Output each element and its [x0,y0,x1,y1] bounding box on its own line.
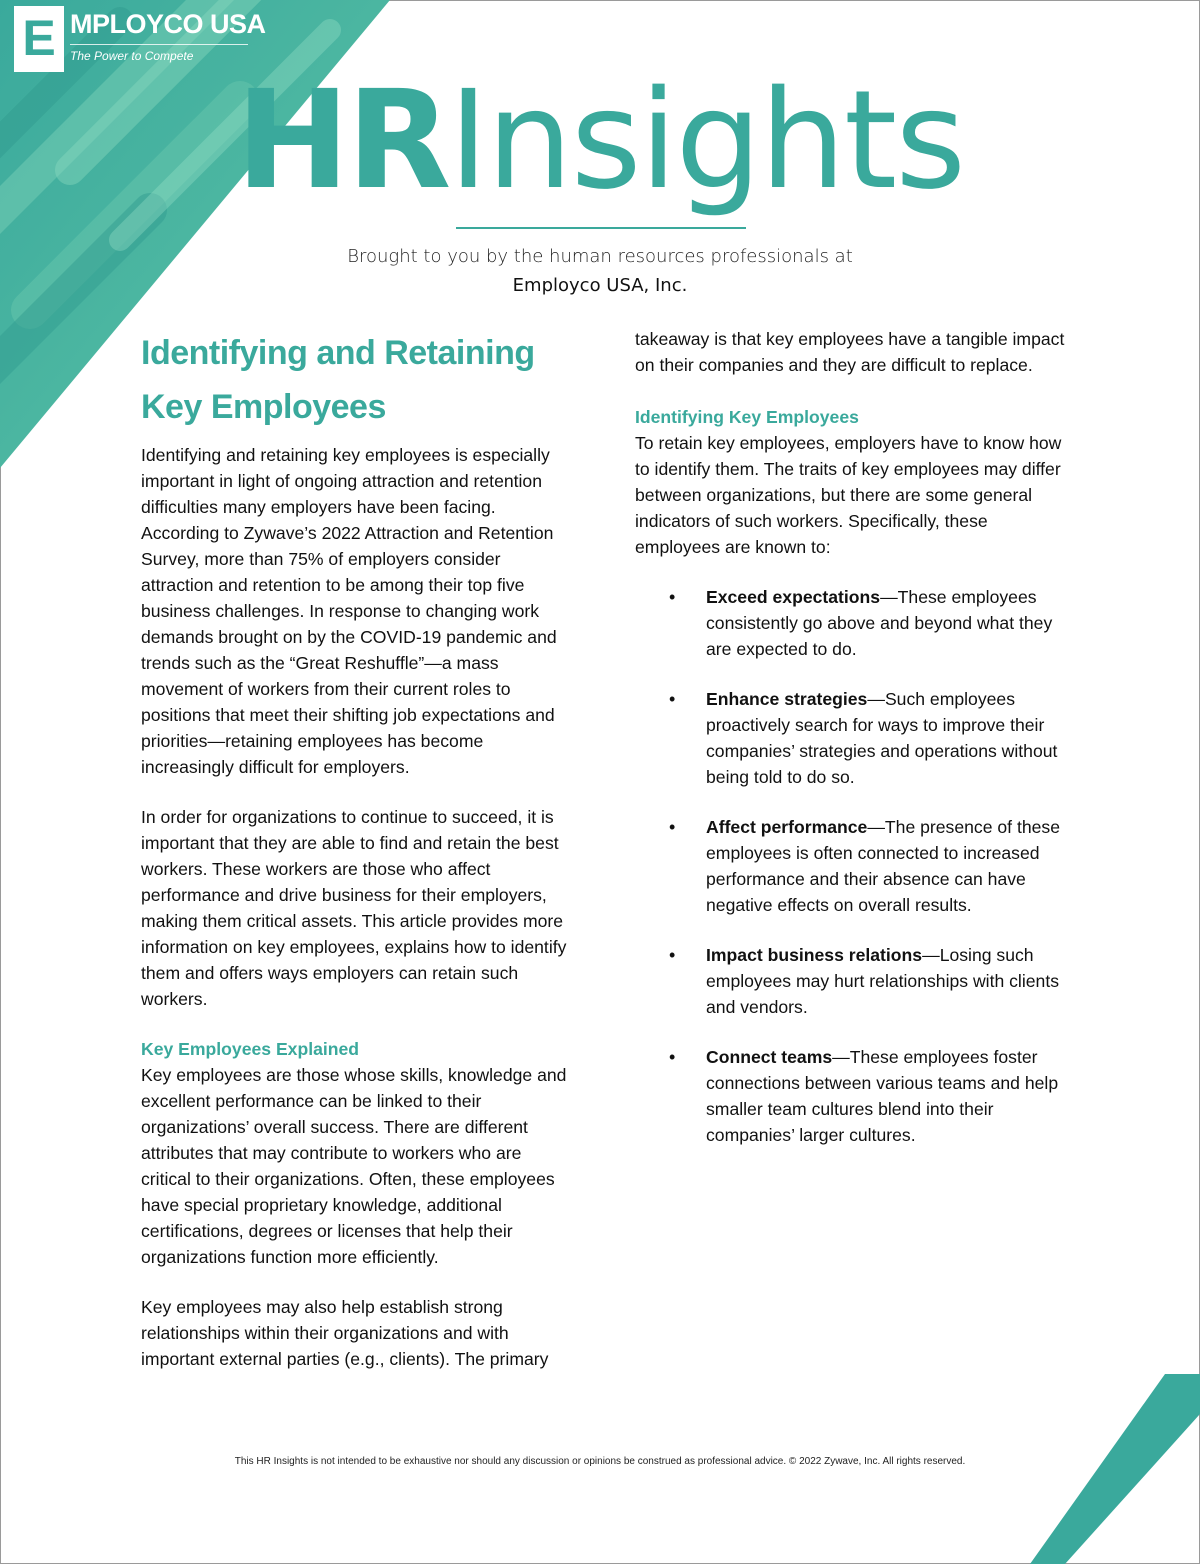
byline-line-1: Brought to you by the human resources professionals at [347,246,853,267]
byline-line-2: Employco USA, Inc. [512,275,688,296]
section-intro-paragraph: To retain key employees, employers have to know how to identify them. The traits of key employees may differ between organizations, but there are some general indicators of such workers. Specifically, these employees are known to: [635,433,1062,557]
traits-list [635,584,1065,1148]
trait-text: —Losing such employees may hurt relationships with clients and vendors. [706,945,1060,1017]
trait-item [669,1044,1065,1148]
masthead-title [0,62,1200,220]
trait-text: —The presence of these employees is often connected to increased performance and their absence can have negative effects on overall results. [706,817,1060,915]
trait-term: Impact business relations [706,945,923,965]
trait-term: Affect performance [706,817,868,837]
trait-text: —These employees foster connections between various teams and help smaller team cultures blend into their companies’ larger cultures. [706,1047,1059,1145]
logo-badge [14,6,64,72]
section-paragraph: Key employees may also help establish strong relationships within their organizations and with important external parties (e.g., clients). The primary [141,1297,549,1369]
trait-text: —Such employees proactively search for ways to improve their companies’ strategies and operations without being told to do so. [706,689,1058,787]
logo-letter: E [22,10,56,66]
trait-item [669,942,1065,1020]
intro-paragraph: Identifying and retaining key employees is especially important in light of ongoing attraction and retention difficulties many employers have been facing. According to Zywave’s 2022 Attraction and Retention Survey, more than 75% of employers consider attraction and retention to be among their top five business challenges. In response to changing work demands brought on by the COVID-19 pandemic and trends such as the “Great Reshuffle”—a mass movement of workers from their current roles to positions that meet their shifting job expectations and priorities—retaining employees has become increasingly difficult for employers. [141,445,557,777]
corner-stripe [1030,1374,1200,1564]
bullet-icon: • [669,689,676,709]
logo-tagline: The Power to Compete [70,49,194,63]
intro-paragraph: In order for organizations to continue to succeed, it is important that they are able to find and retain the best workers. These workers are those who affect performance and drive business for their employers, making them critical assets. This article provides more information on key employees, explains how to identify them and offers ways employers can retain such workers. [141,807,567,1009]
section-heading-identifying-key-employees: Identifying Key Employees [635,407,859,427]
logo-divider [70,44,248,45]
trait-item [669,814,1065,918]
trait-term: Exceed expectations [706,587,881,607]
section-heading-key-employees-explained: Key Employees Explained [141,1039,360,1059]
right-column [635,326,1065,1172]
article-title-line-1: Identifying and Retaining [141,334,535,372]
footer-disclaimer: This HR Insights is not intended to be exhaustive nor should any discussion or opinions be construed as professional advice. © 2022 Zywave, Inc. All rights reserved. [234,1456,966,1467]
bullet-icon: • [669,587,676,607]
masthead-title-light: Insights [448,62,965,220]
decorative-stripe-bottom-right [1030,1374,1200,1564]
continued-paragraph: takeaway is that key employees have a tangible impact on their companies and they are difficult to replace. [635,329,1065,375]
trait-term: Connect teams [706,1047,833,1067]
left-column [141,326,567,1396]
article-title [141,326,567,434]
section-paragraph: Key employees are those whose skills, knowledge and excellent performance can be linked to their organizations’ overall success. There are different attributes that may contribute to workers who are critical to their organizations. Often, these employees have special proprietary knowledge, additional certifications, degrees or licenses that help their organizations function more efficiently. [141,1065,567,1267]
bullet-icon: • [669,817,676,837]
trait-item [669,686,1065,790]
masthead-divider [456,227,746,229]
trait-item [669,584,1065,662]
bullet-icon: • [669,1047,676,1067]
masthead-title-bold: HR [235,62,449,220]
logo-company-name: MPLOYCO USA [70,9,266,39]
bullet-icon: • [669,945,676,965]
trait-text: —These employees consistently go above and beyond what they are expected to do. [706,587,1053,659]
article-title-line-2: Key Employees [141,388,386,426]
trait-term: Enhance strategies [706,689,868,709]
